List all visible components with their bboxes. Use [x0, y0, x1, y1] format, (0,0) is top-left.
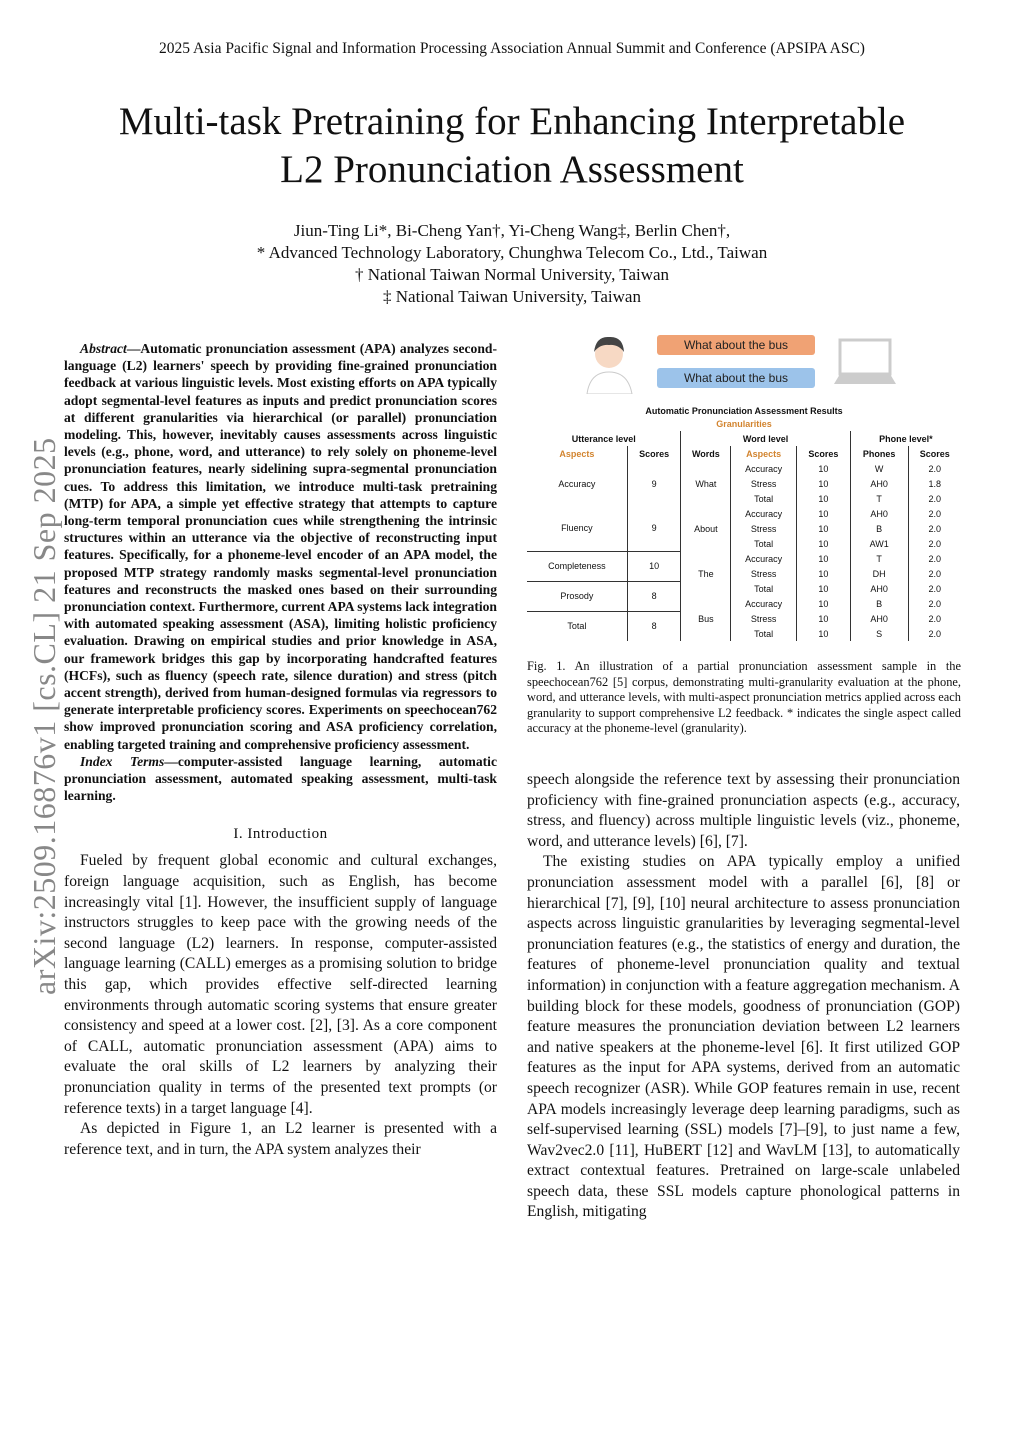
table-cell: 8 [627, 611, 681, 641]
affiliation: † National Taiwan Normal University, Taiwan [354, 265, 670, 284]
table-cell: 2.0 [928, 568, 942, 579]
table-cell: 10 [797, 566, 851, 581]
table-cell: 10 [797, 461, 851, 476]
affiliation: ‡ National Taiwan University, Taiwan [383, 287, 641, 306]
section-heading: I. Introduction [233, 826, 328, 843]
author-names: Jiun-Ting Li*, Bi-Cheng Yan†, Yi-Cheng Wang‡, Berlin Chen†, [293, 221, 731, 240]
table-cell: Accuracy [731, 461, 797, 476]
author-block [0, 220, 1024, 308]
table-cell: 2.0 [928, 598, 942, 609]
table-cell: DH [850, 566, 908, 581]
table-cell: AH0 [850, 476, 908, 491]
table-cell: 1.8 [928, 478, 942, 489]
table-cell: AH0 [850, 506, 908, 521]
col-header: Words [681, 446, 731, 461]
table-row [527, 611, 961, 626]
table-cell: Total [731, 581, 797, 596]
table-cell: 9 [627, 506, 681, 551]
paragraph: The existing studies on APA typically employ a unified pronunciation assessment model with a parallel [6], [8] or hierarchical [7], [9], [10] neural architecture to assess pronunciation aspects across linguistic granularities by leveraging segmental-level pronunciation features (e.g., the statistics of energy and duration, the features of phoneme-level pronunciation quality and textual information) in conjunction with a feature aggregation mechanism. A building block for these models, goodness of pronunciation (GOP) feature measures the pronunciation deviation between L2 learners and native speakers at the phoneme-level [6]. It first utilized GOP features as the input for APA systems, derived from an automatic speech recognizer (ASR). While GOP features remain in use, recent APA models increasingly leverage deep learning paradigms, such as self-supervised learning (SSL) models [7]–[9], to just name a few, Wav2vec2.0 [11], HuBERT [12] and WavLM [13], to automatically extract contextual features. Pretrained on large-scale unlabeled speech data, these SSL models capture phonological patterns in English, mitigating [527, 853, 960, 1221]
learner-speech-bubble: What about the bus [657, 368, 815, 388]
table-cell: T [850, 551, 908, 566]
left-column [64, 340, 497, 1160]
table-cell: S [850, 626, 908, 641]
figure-1 [527, 330, 961, 737]
table-cell: 10 [797, 626, 851, 641]
table-cell: 10 [797, 506, 851, 521]
table-cell: Stress [731, 566, 797, 581]
affiliation: * Advanced Technology Laboratory, Chunghwa Telecom Co., Ltd., Taiwan [256, 243, 768, 262]
utterance-header: Utterance level [527, 431, 681, 446]
table-cell: 10 [797, 611, 851, 626]
abstract-label: Abstract [80, 341, 127, 356]
table-cell: Bus [681, 596, 731, 641]
table-cell: 10 [797, 491, 851, 506]
col-header: Scores [797, 446, 851, 461]
figure-illustration [527, 330, 961, 400]
table-cell: Total [527, 611, 627, 641]
system-speech-bubble: What about the bus [657, 335, 815, 355]
table-cell: 2.0 [928, 553, 942, 564]
table-cell: 10 [797, 581, 851, 596]
table-row [527, 581, 961, 596]
figure-caption: Fig. 1. An illustration of a partial pronunciation assessment sample in the speechocean762 [5] corpus, demonstrating multi-granularity evaluation at the phone, word, and utterance levels, with multi-aspect pronunciation metrics applied across each granularity to support comprehensive L2 feedback. * indicates the single aspect called accuracy at the phoneme-level (granularity). [527, 659, 961, 736]
table-cell: What [681, 461, 731, 506]
table-cell: Total [731, 536, 797, 551]
table-cell: Accuracy [731, 506, 797, 521]
table-cell: AH0 [850, 611, 908, 626]
table-cell: Stress [731, 476, 797, 491]
paragraph: Fueled by frequent global economic and cultural exchanges, foreign language acquisition, such as English, has become increasingly vital [1]. However, the insufficient supply of language instructors struggles to keep pace with the growing needs of the second language (L2) learners. In response, computer-assisted language learning (CALL) emerges as a promising solution to bridge this gap, which provides effective self-directed learning environments through automatic scoring systems that ensure greater consistency and speed at a lower cost. [2], [3]. As a core component of CALL, automatic pronunciation assessment (APA) aims to evaluate the oral skills of L2 learners by analyzing their pronunciation quality in terms of the presented text prompts (or reference texts) in a target language [4]. [64, 852, 497, 1117]
table-cell: 10 [627, 551, 681, 581]
table-cell: Stress [731, 521, 797, 536]
index-terms-text: —computer-assisted language learning, automatic pronunciation assessment, automated speaking assessment, multi-task learning. [64, 753, 497, 804]
table-cell: Total [731, 626, 797, 641]
table-cell: 2.0 [928, 628, 942, 639]
table-cell: Accuracy [527, 461, 627, 506]
table-cell: 2.0 [928, 508, 942, 519]
table-cell: 2.0 [928, 493, 942, 504]
table-cell: 10 [797, 536, 851, 551]
table-cell: Stress [731, 611, 797, 626]
granularities-label: Granularities [716, 419, 772, 429]
results-table [527, 431, 961, 641]
table-cell: 2.0 [928, 523, 942, 534]
table-cell: Accuracy [731, 551, 797, 566]
title-line: L2 Pronunciation Assessment [280, 148, 744, 191]
table-cell: About [681, 506, 731, 551]
table-row [527, 506, 961, 521]
phone-header: Phone level* [879, 433, 933, 444]
table-cell: Completeness [527, 551, 627, 581]
table-cell: 10 [797, 551, 851, 566]
word-header: Word level [681, 431, 850, 446]
table-cell: 10 [797, 476, 851, 491]
table-cell: 9 [627, 461, 681, 506]
abstract [64, 340, 497, 753]
col-header: Phones [850, 446, 908, 461]
table-cell: 2.0 [928, 613, 942, 624]
table-cell: AW1 [850, 536, 908, 551]
figure-title: Automatic Pronunciation Assessment Results [645, 406, 843, 416]
table-cell: Prosody [527, 581, 627, 611]
paragraph: speech alongside the reference text by assessing their pronunciation proficiency with fine-grained pronunciation aspects (e.g., accuracy, stress, and fluency) across multiple linguistic levels (viz., phoneme, word, and utterance levels) [6], [7]. [527, 771, 960, 850]
right-column [527, 770, 960, 1223]
paper-title [0, 98, 1024, 194]
col-header: Scores [919, 448, 950, 459]
table-cell: Fluency [527, 506, 627, 551]
table-cell: B [850, 596, 908, 611]
index-terms-label: Index Terms [80, 753, 165, 769]
col-header: Aspects [731, 446, 797, 461]
table-cell: Accuracy [731, 596, 797, 611]
table-cell: T [850, 491, 908, 506]
table-row [527, 461, 961, 476]
table-cell: 10 [797, 596, 851, 611]
col-header: Scores [627, 446, 681, 461]
table-cell: AH0 [850, 581, 908, 596]
table-cell: 8 [627, 581, 681, 611]
title-line: Multi-task Pretraining for Enhancing Interpretable [118, 100, 906, 143]
laptop-icon [832, 338, 902, 388]
table-cell: 10 [797, 521, 851, 536]
table-cell: 2.0 [928, 583, 942, 594]
table-cell: Total [731, 491, 797, 506]
paragraph: As depicted in Figure 1, an L2 learner is presented with a reference text, and in turn, the APA system analyzes their [64, 1120, 497, 1158]
index-terms [64, 753, 497, 805]
table-cell: 2.0 [928, 463, 942, 474]
learner-icon [582, 332, 637, 394]
table-row [527, 551, 961, 566]
table-cell: The [681, 551, 731, 596]
arxiv-stamp: arXiv:2509.16876v1 [cs.CL] 21 Sep 2025 [26, 437, 62, 995]
conference-header: 2025 Asia Pacific Signal and Information Processing Association Annual Summit and Conference (APSIPA ASC) [159, 40, 865, 57]
table-cell: 2.0 [928, 538, 942, 549]
table-cell: B [850, 521, 908, 536]
table-cell: W [850, 461, 908, 476]
abstract-text: —Automatic pronunciation assessment (APA) analyzes second-language (L2) learners' speech by providing fine-grained pronunciation feedback at various linguistic levels. Most existing efforts on APA typically adopt segmental-level features as inputs and predict pronunciation scores at different granularities via hierarchical (or parallel) pronunciation modeling. This, however, inevitably causes assessments across linguistic levels (e.g., phone, word, and utterance) to rely solely on phoneme-level pronunciation features, nearly sidelining supra-segmental pronunciation cues. To address this limitation, we introduce multi-task pretraining (MTP) for APA, a simple yet effective strategy that attempts to capture long-term temporal pronunciation cues while strengthening the intrinsic structures within an utterance via the objective of reconstructing input features. Specifically, for a phoneme-level encoder of an APA model, the proposed MTP strategy randomly masks segmental-level pronunciation features and reconstructs the masked ones based on their surrounding pronunciation context. Furthermore, current APA systems lack integration with automated speaking assessment (ASA), limiting holistic proficiency evaluation. Drawing on empirical studies and prior knowledge in ASA, our framework bridges this gap by incorporating handcrafted features (HCFs), such as fluency (speech rate, silence duration) and stress (pitch accent strength), derived from human-designed formulas via regressors to generate interpretable proficiency scores. Experiments on speechocean762 show improved pronunciation scoring and ASA proficiency correlation, enabling targeted training and comprehensive proficiency assessment. [64, 341, 497, 752]
col-header: Aspects [527, 446, 627, 461]
